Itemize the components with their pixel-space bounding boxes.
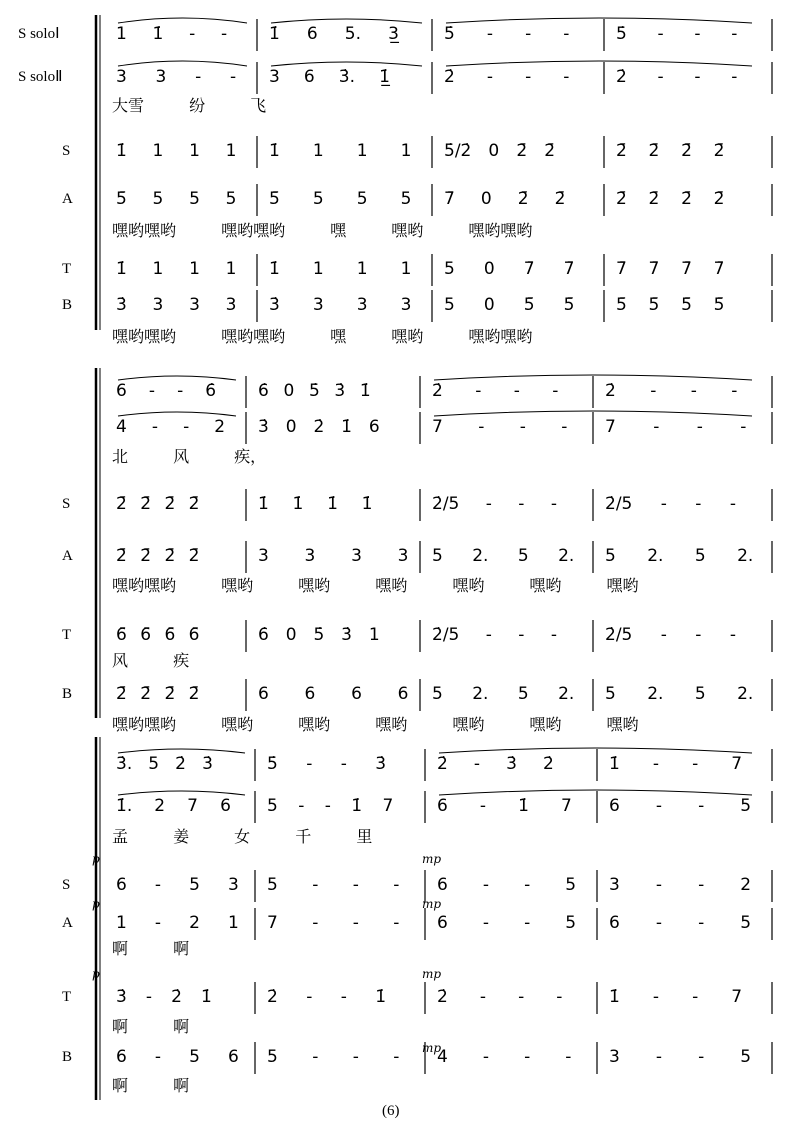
measure-notes: 5̇ - - 3̇ bbox=[267, 754, 387, 774]
measure-notes: 2̇/5 - - - bbox=[432, 494, 557, 514]
slur bbox=[446, 61, 752, 66]
dynamic-mark: p bbox=[92, 852, 100, 866]
measure-notes: 4 - - 2 bbox=[116, 417, 226, 437]
dynamic-mark: mp bbox=[422, 1041, 442, 1055]
measure-notes: 6 - - 6̇ bbox=[116, 381, 217, 401]
measure-notes: 6 - 5 6 bbox=[116, 1047, 239, 1067]
dynamic-mark: mp bbox=[422, 897, 442, 911]
staff-label: T bbox=[62, 261, 72, 277]
staff-label: A bbox=[62, 915, 73, 931]
measure-notes: 2̇ - - - bbox=[444, 67, 570, 87]
measure-notes: 5 0 5̄ 5̄ bbox=[444, 295, 575, 315]
lyric-line: 嘿哟嘿哟 嘿哟嘿哟 嘿 嘿哟 嘿哟嘿哟 bbox=[112, 327, 533, 346]
measure-notes: 2̄ 2̄ 2̄ 2̄ bbox=[616, 141, 725, 161]
staff-label: S soloⅠ bbox=[18, 26, 60, 42]
lyric-line: 嘿哟嘿哟 嘿哟 嘿哟 嘿哟 嘿哟 嘿哟 嘿哟 bbox=[112, 576, 639, 595]
staff-label: A bbox=[62, 191, 73, 207]
measure-notes: 7 - - - bbox=[432, 417, 568, 437]
measure-notes: 1̇ 1̇ 1̇ 1̇ bbox=[258, 494, 373, 514]
lyric-line: 啊 啊 bbox=[112, 1017, 190, 1036]
measure-notes: 2̇/5 - - - bbox=[432, 625, 557, 645]
staff-label: A bbox=[62, 548, 73, 564]
staff-label: S bbox=[62, 496, 71, 512]
measure-notes: 1̇ 1 1 1 bbox=[116, 259, 237, 279]
measure-notes: 2̇ - 3̇ 2̇ bbox=[437, 754, 554, 774]
measure-notes: 3̇ - 2̇ 1̇ bbox=[116, 987, 212, 1007]
lyric-line: 嘿哟嘿哟 嘿哟嘿哟 嘿 嘿哟 嘿哟嘿哟 bbox=[112, 221, 533, 240]
measure-notes: 5̄ 5̄ 5̄ 5̄ bbox=[616, 295, 725, 315]
lyric-line: 孟 姜 女 千 里 bbox=[112, 827, 373, 846]
measure-notes: 5̇ - - - bbox=[616, 24, 738, 44]
measure-notes: 1̇ 1 1 1 bbox=[269, 141, 412, 161]
measure-notes: 1̇ - - 7 bbox=[609, 987, 743, 1007]
slur bbox=[271, 62, 422, 66]
measure-notes: 2̇/5 - - - bbox=[605, 494, 736, 514]
lyric-line: 大雪 纷 飞 bbox=[112, 96, 267, 115]
measure-notes: 5 - - - bbox=[267, 875, 400, 895]
dynamic-mark: p bbox=[92, 897, 100, 911]
slur bbox=[118, 376, 236, 380]
measure-notes: 6 - - 5 bbox=[609, 796, 752, 816]
slur bbox=[439, 748, 752, 753]
slur bbox=[439, 790, 752, 795]
measure-notes: 1 - 2 1 bbox=[116, 913, 239, 933]
measure-notes: 4 - - - bbox=[437, 1047, 572, 1067]
staff-label: S bbox=[62, 877, 71, 893]
staff-label: B bbox=[62, 686, 73, 702]
staff-label: T bbox=[62, 989, 72, 1005]
measure-notes: 1̇ 1 1 1 bbox=[116, 141, 237, 161]
measure-notes: 6̇ 0 5̇ 3̇ 1 bbox=[258, 625, 380, 645]
measure-notes: 2̇ - - - bbox=[605, 381, 738, 401]
measure-notes: 2̄ 2̄ 2̄ 2̄ bbox=[116, 546, 200, 566]
dynamic-mark: mp bbox=[422, 852, 442, 866]
measure-notes: 6 - - 5 bbox=[437, 913, 577, 933]
measure-notes: 6̇ 0 5̇ 3̇ 1̇ bbox=[258, 381, 371, 401]
measure-notes: 5 - - - bbox=[267, 1047, 400, 1067]
staff-label: B bbox=[62, 297, 73, 313]
staff-label: S soloⅡ bbox=[18, 69, 63, 85]
measure-notes: 5 2. 5 2. bbox=[605, 684, 754, 704]
lyric-line: 北 风 疾， bbox=[112, 447, 267, 466]
measure-notes: 7̄ 0 2̄ 2̄ bbox=[444, 189, 566, 209]
measure-notes: 3̇ 0 2̇ 1̇ 6 bbox=[258, 417, 380, 437]
measure-notes: 7 - - - bbox=[605, 417, 747, 437]
slur bbox=[271, 19, 422, 23]
measure-notes: 5̇/2̇ 0 2̄ 2̄ bbox=[444, 141, 556, 161]
measure-notes: 3 - - 2 bbox=[609, 875, 752, 895]
measure-notes: 5 0 7̄ 7̄ bbox=[444, 259, 575, 279]
slur bbox=[118, 791, 245, 795]
slur bbox=[118, 749, 245, 753]
measure-notes: 1̇. 2 7 6 bbox=[116, 796, 231, 816]
lyric-line: 啊 啊 bbox=[112, 939, 190, 958]
measure-notes: 5̄ 5 5 5 bbox=[269, 189, 412, 209]
slur bbox=[118, 18, 247, 23]
dynamic-mark: p bbox=[92, 967, 100, 981]
measure-notes: 1̇ 6 5. 3̲ bbox=[269, 24, 399, 44]
measure-notes: 1̇ 1 1 1 bbox=[269, 259, 412, 279]
measure-notes: 3 3 - - bbox=[116, 67, 237, 87]
measure-notes: 2̄ 2̄ 2̄ 2̄ bbox=[116, 684, 200, 704]
measure-notes: 2̄ 2̄ 2̄ 2̄ bbox=[616, 189, 725, 209]
measure-notes: 5̇ - - - bbox=[444, 24, 570, 44]
measure-notes: 5 2. 5 2. bbox=[605, 546, 754, 566]
slur bbox=[118, 412, 236, 416]
measure-notes: 3̇. 5 2̇ 3̇ bbox=[116, 754, 213, 774]
measure-notes: 2̄ 2̄ 2̄ 2̄ bbox=[116, 494, 200, 514]
measure-notes: 3 6 3̇. 1̲̇ bbox=[269, 67, 390, 87]
measure-notes: 6 - - 5 bbox=[437, 875, 577, 895]
measure-notes: 2̇ - - - bbox=[432, 381, 559, 401]
measure-notes: 5̄ 5 5 5 bbox=[116, 189, 237, 209]
measure-notes: 1 1̇ - - bbox=[116, 24, 228, 44]
measure-notes: 2̇ - - - bbox=[437, 987, 563, 1007]
measure-notes: 1̇ - - 7 bbox=[609, 754, 743, 774]
measure-notes: 5 2. 5 2. bbox=[432, 684, 575, 704]
staff-label: T bbox=[62, 627, 72, 643]
slur bbox=[118, 61, 247, 66]
measure-notes: 3̇ 3 3 3 bbox=[116, 295, 237, 315]
measure-notes: 6 6 6 6 bbox=[258, 684, 409, 704]
measure-notes: 7 - - - bbox=[267, 913, 400, 933]
lyric-line: 嘿哟嘿哟 嘿哟 嘿哟 嘿哟 嘿哟 嘿哟 嘿哟 bbox=[112, 715, 639, 734]
measure-notes: 6̄ 6̄ 6̄ 6̄ bbox=[116, 625, 200, 645]
measure-notes: 2̇ - - 1̇ bbox=[267, 987, 387, 1007]
dynamic-mark: mp bbox=[422, 967, 442, 981]
measure-notes: 3 - - 5 bbox=[609, 1047, 752, 1067]
measure-notes: 5 2. 5 2. bbox=[432, 546, 575, 566]
slur bbox=[446, 18, 752, 23]
staff-label: B bbox=[62, 1049, 73, 1065]
staff-label: S bbox=[62, 143, 71, 159]
lyric-line: 啊 啊 bbox=[112, 1076, 190, 1095]
measure-notes: 3̇ 3 3 3 bbox=[269, 295, 412, 315]
measure-notes: 7̄ 7̄ 7̄ 7̄ bbox=[616, 259, 725, 279]
measure-notes: 6 - 1̇ 7 bbox=[437, 796, 572, 816]
page-number: (6) bbox=[382, 1103, 400, 1119]
measure-notes: 6 - 5 3 bbox=[116, 875, 239, 895]
measure-notes: 6 - - 5 bbox=[609, 913, 752, 933]
measure-notes: 3 3 3 3 bbox=[258, 546, 409, 566]
measure-notes: 2̇ - - - bbox=[616, 67, 738, 87]
measure-notes: 5 - - 1̇ 7 bbox=[267, 796, 394, 816]
measure-notes: 2̇/5 - - - bbox=[605, 625, 736, 645]
lyric-line: 风 疾 bbox=[112, 651, 190, 670]
